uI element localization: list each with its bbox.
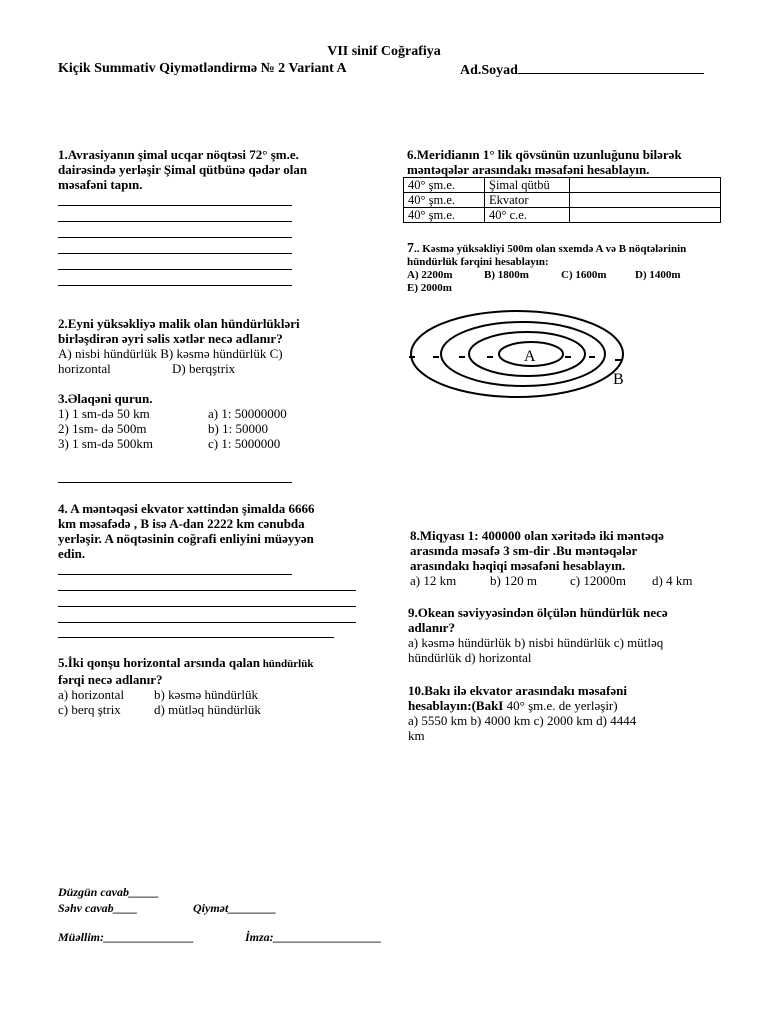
q10-line: hesablayın:(BakI <box>408 698 504 713</box>
table-cell: 40° şm.e. <box>404 178 485 193</box>
q1-line: dairəsində yerləşir Şimal qütbünə qədər olan <box>58 162 308 177</box>
q3-right-item: c) 1: 5000000 <box>208 436 281 451</box>
question-3 <box>58 391 287 451</box>
q10-line: 40° şm.e. de yerləşir) <box>503 698 618 713</box>
q8-option: a) 12 km <box>410 573 457 588</box>
answer-line[interactable] <box>58 637 334 638</box>
page-title: VII sinif Coğrafiya <box>327 44 441 59</box>
q7-option: A) 2200m <box>407 269 453 281</box>
table-cell: Şimal qütbü <box>485 178 570 193</box>
question-6 <box>407 147 682 177</box>
q2-option-c: horizontal <box>58 361 111 376</box>
q8-option: d) 4 km <box>652 573 693 588</box>
q9-options: hündürlük d) horizontal <box>408 650 532 665</box>
contour-line <box>411 311 623 397</box>
q3-right-item: a) 1: 50000000 <box>208 406 287 421</box>
grade-field[interactable]: Qiymət________ <box>193 901 277 915</box>
answer-line[interactable] <box>58 205 292 206</box>
answer-line[interactable] <box>58 590 356 591</box>
question-7 <box>407 240 686 295</box>
answer-line[interactable] <box>58 237 292 238</box>
q5-text: 5.İki qonşu horizontal arsında qalan <box>58 655 260 670</box>
q2-line: birləşdirən əyri səlis xətlər necə adlanır? <box>58 331 283 346</box>
table-cell: 40° c.e. <box>485 208 570 223</box>
answer-line[interactable] <box>58 269 292 270</box>
table-row <box>404 178 721 193</box>
question-10 <box>408 683 636 743</box>
q4-line: edin. <box>58 546 86 561</box>
q10-line: 10.Bakı ilə ekvator arasındakı məsafəni <box>408 683 627 698</box>
q7-option: C) 1600m <box>561 269 607 281</box>
q6-line: 6.Meridianın 1° lik qövsünün uzunluğunu bilərək <box>407 147 682 162</box>
answer-cell[interactable] <box>570 208 721 223</box>
q4-line: 4. A məntəqəsi ekvator xəttindən şimalda 6666 <box>58 501 315 516</box>
question-9 <box>408 605 668 665</box>
point-b-label: B <box>613 371 624 388</box>
signature-field[interactable]: İmza:__________________ <box>245 930 382 944</box>
q5-text: hündürlük <box>259 658 314 670</box>
contour-diagram <box>405 306 645 406</box>
q2-options: A) nisbi hündürlük B) kəsmə hündürlük C) <box>58 346 283 361</box>
q5-option: d) mütləq hündürlük <box>154 702 261 717</box>
q9-line: adlanır? <box>408 620 455 635</box>
q4-line: km məsafədə , B isə A-dan 2222 km cənubda <box>58 516 305 531</box>
q3-title: 3.Əlaqəni qurun. <box>58 391 153 406</box>
answer-line[interactable] <box>58 574 292 575</box>
answer-line[interactable] <box>58 285 292 286</box>
answer-line[interactable] <box>58 606 356 607</box>
question-4 <box>58 501 315 561</box>
question-5 <box>58 655 313 717</box>
point-a-label: A <box>524 348 536 365</box>
name-field[interactable] <box>460 61 704 78</box>
q1-line: 1.Avrasiyanın şimal ucqar nöqtəsi 72° şm.e. <box>58 147 299 162</box>
answer-line[interactable] <box>58 221 292 222</box>
answer-line[interactable] <box>58 622 356 623</box>
table-row <box>404 208 721 223</box>
q3-left-item: 2) 1sm- də 500m <box>58 421 147 436</box>
q2-option-d: D) berqştrix <box>172 361 236 376</box>
answer-line[interactable] <box>58 482 292 483</box>
page-subtitle: Kiçik Summativ Qiymətləndirmə № 2 Variant A <box>58 61 347 76</box>
q9-line: 9.Okean səviyyəsindən ölçülən hündürlük necə <box>408 605 668 620</box>
table-cell: 40° şm.e. <box>404 208 485 223</box>
q3-left-item: 3) 1 sm-də 500km <box>58 436 153 451</box>
q8-option: c) 12000m <box>570 573 626 588</box>
answer-cell[interactable] <box>570 193 721 208</box>
correct-answers-field[interactable]: Düzgün cavab_____ <box>58 885 160 899</box>
q5-option: c) berq ştrix <box>58 702 121 717</box>
table-cell: Ekvator <box>485 193 570 208</box>
q7-option: E) 2000m <box>407 282 452 294</box>
wrong-answers-field[interactable]: Səhv cavab____ <box>58 901 138 915</box>
question-2 <box>58 316 300 376</box>
q8-line: 8.Miqyası 1: 400000 olan xəritədə iki məntəqə <box>410 528 664 543</box>
q4-line: yerləşir. A nöqtəsinin coğrafi enliyini müəyyən <box>58 531 314 546</box>
q7-number: 7 <box>407 241 414 256</box>
q5-text: fərqi necə adlanır? <box>58 672 163 687</box>
meridian-table <box>403 177 721 223</box>
q5-option: b) kəsmə hündürlük <box>154 687 258 702</box>
q8-line: arasındakı həqiqi məsafəni hesablayın. <box>410 558 626 573</box>
question-8 <box>410 528 692 588</box>
q9-options: a) kəsmə hündürlük b) nisbi hündürlük c) mütləq <box>408 635 664 650</box>
table-row <box>404 193 721 208</box>
table-cell: 40° şm.e. <box>404 193 485 208</box>
question-1 <box>58 147 358 192</box>
q8-option: b) 120 m <box>490 573 537 588</box>
q5-option: a) horizontal <box>58 687 125 702</box>
q7-option: D) 1400m <box>635 269 681 281</box>
q2-line: 2.Eyni yüksəkliyə malik olan hündürlükləri <box>58 316 300 331</box>
q7-option: B) 1800m <box>484 269 529 281</box>
answer-line[interactable] <box>58 253 292 254</box>
q8-line: arasında məsafə 3 sm-dir .Bu məntəqələr <box>410 543 638 558</box>
q7-text: hündürlük fərqini hesablayın: <box>407 256 549 268</box>
q7-text: .. Kəsmə yüksəkliyi 500m olan sxemdə A və B nöqtələrinin <box>414 243 687 255</box>
q10-options: a) 5550 km b) 4000 km c) 2000 km d) 4444 <box>408 713 637 728</box>
q10-options: km <box>408 728 425 743</box>
name-underline[interactable] <box>518 61 704 74</box>
q3-right-item: b) 1: 50000 <box>208 421 268 436</box>
q1-line: məsafəni tapın. <box>58 177 143 192</box>
name-label: Ad.Soyad <box>460 63 518 78</box>
q3-left-item: 1) 1 sm-də 50 km <box>58 406 150 421</box>
teacher-field[interactable]: Müəllim:_______________ <box>58 930 195 944</box>
answer-cell[interactable] <box>570 178 721 193</box>
q6-line: məntəqələr arasındakı məsafəni hesablayın. <box>407 162 650 177</box>
